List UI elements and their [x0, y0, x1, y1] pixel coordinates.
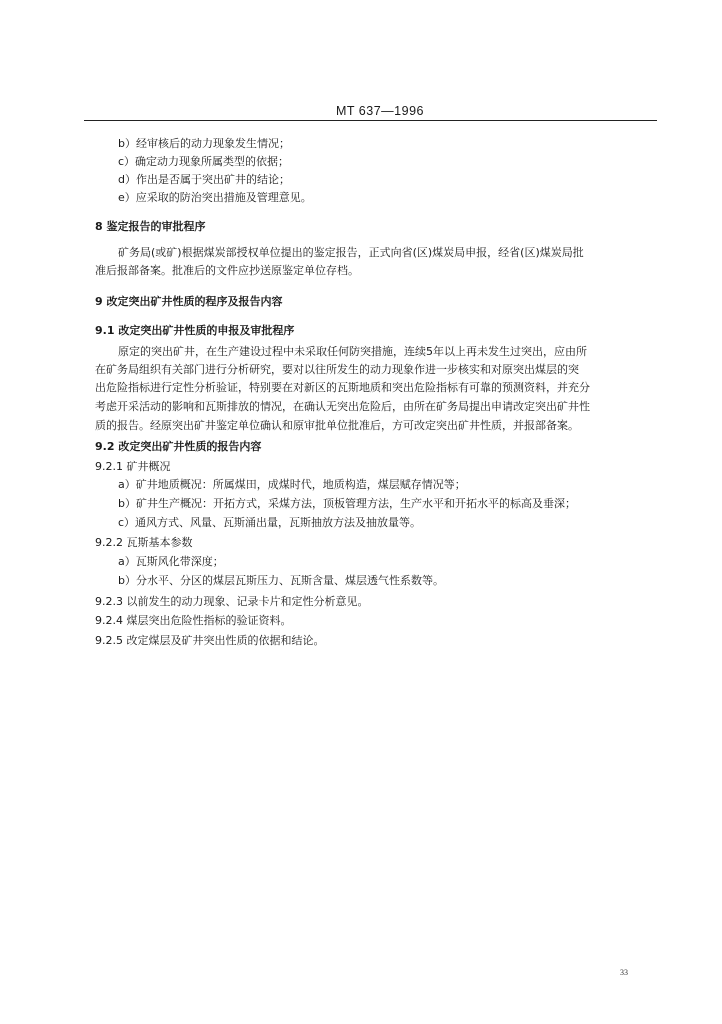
item-d: d）作出是否属于突出矿井的结论； — [118, 173, 290, 186]
item-c: c）确定动力现象所属类型的依据； — [118, 155, 290, 168]
section-9-2-3: 9.2.3 以前发生的动力现象、记录卡片和定性分析意见。 — [95, 595, 369, 608]
section-9-2-1-item-c: c）通风方式、风量、瓦斯涌出量，瓦斯抽放方法及抽放量等。 — [118, 516, 422, 529]
section-8-line-2: 准后报部备案。批准后的文件应抄送原鉴定单位存档。 — [95, 264, 359, 277]
section-9-1-line-5: 质的报告。经原突出矿井鉴定单位确认和原审批单位批准后，方可改定突出矿井性质，并报部备案。 — [95, 419, 579, 432]
section-9-2-2-heading: 9.2.2 瓦斯基本参数 — [95, 536, 193, 549]
section-8-heading: 8 鉴定报告的审批程序 — [95, 220, 206, 233]
section-9-2-2-item-b: b）分水平、分区的煤层瓦斯压力、瓦斯含量、煤层透气性系数等。 — [118, 574, 444, 587]
section-9-2-heading: 9.2 改定突出矿井性质的报告内容 — [95, 440, 262, 453]
section-9-1-line-4: 考虑开采活动的影响和瓦斯排放的情况，在确认无突出危险后，由所在矿务局提出申请改定突出矿井性 — [95, 400, 590, 413]
section-9-2-5: 9.2.5 改定煤层及矿井突出性质的依据和结论。 — [95, 634, 325, 647]
section-9-2-1-item-a: a）矿井地质概况：所属煤田，成煤时代，地质构造，煤层赋存情况等； — [118, 478, 466, 491]
section-9-2-4: 9.2.4 煤层突出危险性指标的验证资料。 — [95, 614, 292, 627]
section-9-2-1-item-b: b）矿井生产概况：开拓方式，采煤方法，顶板管理方法，生产水平和开拓水平的标高及垂深； — [118, 497, 576, 510]
section-9-1-line-2: 在矿务局组织有关部门进行分析研究，要对以往所发生的动力现象作进一步核实和对原突出煤层的突 — [95, 363, 579, 376]
section-9-1-line-3: 出危险指标进行定性分析验证，特别要在对新区的瓦斯地质和突出危险指标有可靠的预测资料，并充分 — [95, 381, 590, 394]
item-e: e）应采取的防治突出措施及管理意见。 — [118, 191, 312, 204]
header-rule — [84, 120, 657, 121]
section-8-line-1: 矿务局(或矿)根据煤炭部授权单位提出的鉴定报告，正式向省(区)煤炭局申报，经省(区)煤炭局批 — [118, 246, 584, 259]
section-9-2-1-heading: 9.2.1 矿井概况 — [95, 460, 171, 473]
section-9-2-2-item-a: a）瓦斯风化带深度； — [118, 555, 224, 568]
item-b: b）经审核后的动力现象发生情况； — [118, 137, 290, 150]
section-9-heading: 9 改定突出矿井性质的程序及报告内容 — [95, 295, 283, 308]
page-header-standard-number: MT 637—1996 — [336, 104, 424, 118]
section-9-1-heading: 9.1 改定突出矿井性质的申报及审批程序 — [95, 324, 295, 337]
page-number: 33 — [620, 968, 628, 977]
section-9-1-line-1: 原定的突出矿井，在生产建设过程中未采取任何防突措施，连续5年以上再未发生过突出，应由所 — [118, 345, 587, 358]
